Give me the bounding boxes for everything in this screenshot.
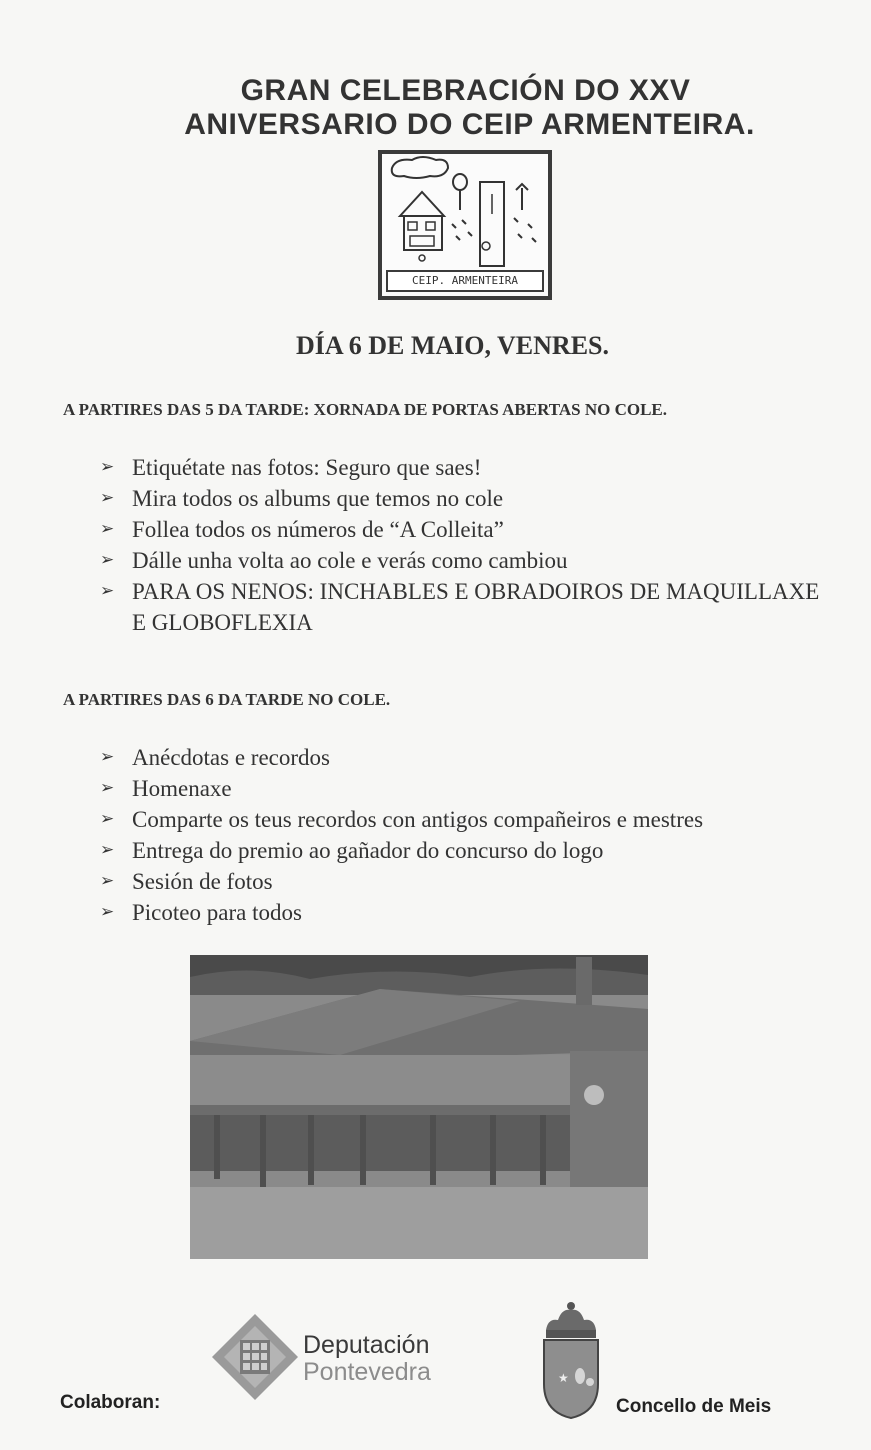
arrow-bullet-icon: ➢ [100, 550, 115, 570]
event-day: DÍA 6 DE MAIO, VENRES. [295, 331, 609, 360]
section-2-list [100, 742, 830, 928]
school-building-photo [190, 955, 648, 1259]
arrow-bullet-icon: ➢ [100, 457, 115, 477]
school-drawing-icon [382, 154, 548, 272]
arrow-bullet-icon: ➢ [100, 902, 115, 922]
list-item: ➢ PARA OS NENOS: INCHABLES E OBRADOIROS DE MAQUILLAXE E GLOBOFLEXIA [100, 576, 820, 638]
title-line-1: GRAN CELEBRACIÓN DO XXV [240, 74, 691, 107]
arrow-bullet-icon: ➢ [100, 871, 115, 891]
svg-text:★: ★ [558, 1371, 569, 1385]
list-item: ➢ Sesión de fotos [100, 866, 830, 897]
list-item: ➢ Entrega do premio ao gañador do concurso do logo [100, 835, 830, 866]
arrow-bullet-icon: ➢ [100, 840, 115, 860]
list-item: ➢ Dálle unha volta ao cole e verás como cambiou [100, 545, 820, 576]
title-line-2: ANIVERSARIO DO CEIP ARMENTEIRA. [184, 108, 755, 141]
list-item: ➢ Follea todos os números de “A Colleita” [100, 514, 820, 545]
school-photo [190, 955, 648, 1259]
colaboran-label: Colaboran: [60, 1392, 161, 1413]
arrow-bullet-icon: ➢ [100, 747, 115, 767]
concello-label: Concello de Meis [616, 1396, 772, 1417]
list-item: ➢ Comparte os teus recordos con antigos compañeiros e mestres [100, 804, 830, 835]
school-logo [378, 150, 552, 300]
logo-label: CEIP. ARMENTEIRA [386, 270, 544, 292]
deputacion-logo-text [303, 1332, 431, 1386]
section-1-list [100, 452, 820, 638]
list-item: ➢ Etiquétate nas fotos: Seguro que saes! [100, 452, 820, 483]
arrow-bullet-icon: ➢ [100, 581, 115, 601]
deputacion-line-2: Pontevedra [303, 1358, 431, 1386]
list-item: ➢ Picoteo para todos [100, 897, 830, 928]
arrow-bullet-icon: ➢ [100, 519, 115, 539]
deputacion-line-1: Deputación [303, 1331, 430, 1359]
list-item: ➢ Anécdotas e recordos [100, 742, 830, 773]
deputacion-emblem-icon [210, 1312, 300, 1402]
arrow-bullet-icon: ➢ [100, 809, 115, 829]
arrow-bullet-icon: ➢ [100, 488, 115, 508]
arrow-bullet-icon: ➢ [100, 778, 115, 798]
meis-coat-of-arms-icon [536, 1300, 606, 1420]
list-item: ➢ Mira todos os albums que temos no cole [100, 483, 820, 514]
list-item: ➢ Homenaxe [100, 773, 830, 804]
section-2-heading: A PARTIRES DAS 6 DA TARDE NO COLE. [63, 690, 391, 709]
section-1-heading: A PARTIRES DAS 5 DA TARDE: XORNADA DE PORTAS ABERTAS NO COLE. [63, 400, 668, 419]
